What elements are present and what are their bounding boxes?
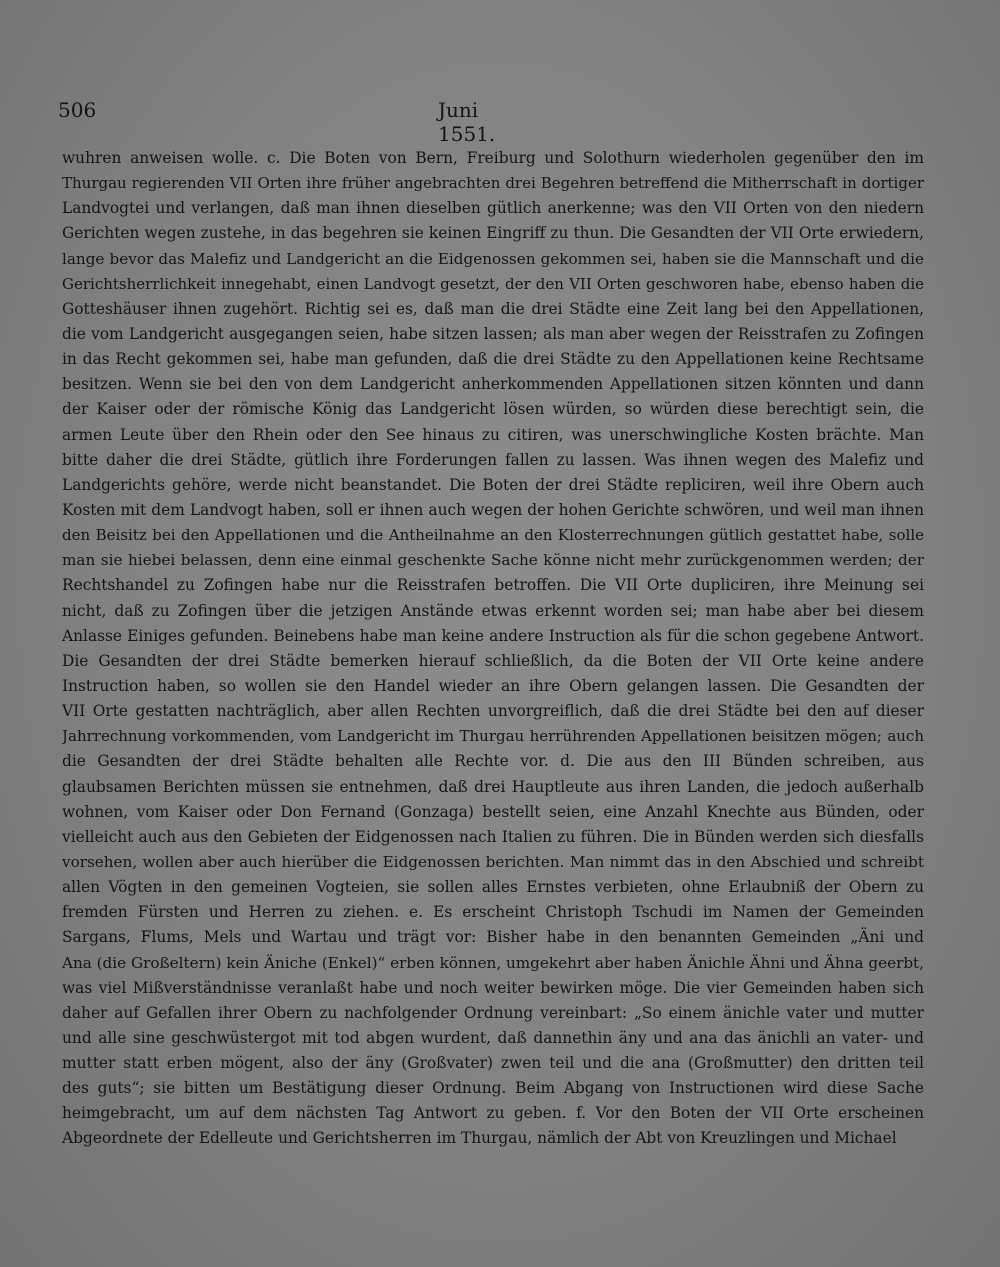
text-line: Gerichtsherrlichkeit innegehabt, einen Landvogt gesetzt, der den VII Orten geschworen habe, ebenso haben die <box>62 274 924 293</box>
text-line: was viel Mißverständnisse veranlaßt habe und noch weiter bewirken möge. Die vier Gemeinden haben sich <box>62 978 924 997</box>
text-line: glaubsamen Berichten müssen sie entnehmen, daß drei Hauptleute aus ihren Landen, die jedoch außerhalb <box>62 777 924 796</box>
text-line: bitte daher die drei Städte, gütlich ihre Forderungen fallen zu lassen. Was ihnen wegen des Malefiz und <box>62 450 924 469</box>
text-line: allen Vögten in den gemeinen Vogteien, sie sollen alles Ernstes verbieten, ohne Erlaubniß der Obern zu <box>62 878 924 897</box>
body-text <box>62 146 924 1152</box>
text-line: Gerichten wegen zustehe, in das begehren sie keinen Eingriff zu thun. Die Gesandten der VII Orte erwiedern, <box>62 224 924 243</box>
text-line: Landgerichts gehöre, werde nicht beanstandet. Die Boten der drei Städte repliciren, weil ihre Obern auch <box>62 475 924 494</box>
text-line: die Gesandten der drei Städte behalten alle Rechte vor. d. Die aus den III Bünden schreiben, aus <box>62 752 924 771</box>
text-line: in das Recht gekommen sei, habe man gefunden, daß die drei Städte zu den Appellationen keine Rechtsame <box>62 350 924 369</box>
text-line: lange bevor das Malefiz und Landgericht an die Eidgenossen gekommen sei, haben sie die Mannschaft und die <box>62 249 924 268</box>
text-line: besitzen. Wenn sie bei den von dem Landgericht anherkommenden Appellationen sitzen könnten und dann <box>62 375 924 394</box>
running-title: Juni 1551. <box>438 98 496 146</box>
text-line: man sie hiebei belassen, denn eine einmal geschenkte Sache könne nicht mehr zurückgenommen werden; der <box>62 551 924 570</box>
text-line: VII Orte gestatten nachträglich, aber allen Rechten unvorgreiflich, daß die drei Städte bei den auf dieser <box>62 702 924 721</box>
text-line: Landvogtei und verlangen, daß man ihnen dieselben gütlich anerkenne; was den VII Orten von den niedern <box>62 199 924 218</box>
text-line: Die Gesandten der drei Städte bemerken hierauf schließlich, da die Boten der VII Orte keine andere <box>62 651 924 670</box>
text-line: wohnen, vom Kaiser oder Don Fernand (Gonzaga) bestellt seien, eine Anzahl Knechte aus Bünden, oder <box>62 802 924 821</box>
text-line: Jahrrechnung vorkommenden, vom Landgericht im Thurgau herrührenden Appellationen beisitzen mögen; auch <box>62 727 924 746</box>
text-line: fremden Fürsten und Herren zu ziehen. e. Es erscheint Christoph Tschudi im Namen der Gemeinden <box>62 903 924 922</box>
text-line: vielleicht auch aus den Gebieten der Eidgenossen nach Italien zu führen. Die in Bünden werden sich diesfalls <box>62 827 924 846</box>
text-line: daher auf Gefallen ihrer Obern zu nachfolgender Ordnung vereinbart: „So einem änichle vater und mutter <box>62 1003 924 1022</box>
text-line: wuhren anweisen wolle. c. Die Boten von Bern, Freiburg und Solothurn wiederholen gegenüber den im <box>62 149 924 167</box>
text-line: die vom Landgericht ausgegangen seien, habe sitzen lassen; als man aber wegen der Reisstrafen zu Zofingen <box>62 324 924 343</box>
text-line: heimgebracht, um auf dem nächsten Tag Antwort zu geben. f. Vor den Boten der VII Orte erscheinen <box>62 1104 924 1123</box>
text-line: Thurgau regierenden VII Orten ihre früher angebrachten drei Begehren betreffend die Mitherrschaft in dortiger <box>62 174 924 193</box>
text-line: der Kaiser oder der römische König das Landgericht lösen würden, so würden diese berechtigt sein, die <box>62 400 924 419</box>
page-number: 506 <box>58 98 97 122</box>
text-line: vorsehen, wollen aber auch hierüber die Eidgenossen berichten. Man nimmt das in den Abschied und schreibt <box>62 852 924 871</box>
text-line: des guts“; sie bitten um Bestätigung dieser Ordnung. Beim Abgang von Instructionen wird diese Sache <box>62 1079 924 1098</box>
text-line: Instruction haben, so wollen sie den Handel wieder an ihre Obern gelangen lassen. Die Gesandten der <box>62 676 924 695</box>
text-line: und alle sine geschwüstergot mit tod abgen wurdent, daß dannethin äny und ana das änichli an vater- und <box>62 1028 924 1047</box>
text-line: Gotteshäuser ihnen zugehört. Richtig sei es, daß man die drei Städte eine Zeit lang bei den Appellationen, <box>62 299 924 318</box>
text-line: den Beisitz bei den Appellationen und die Antheilnahme an den Klosterrechnungen gütlich gestattet habe, solle <box>62 526 924 545</box>
text-line: armen Leute über den Rhein oder den See hinaus zu citiren, was unerschwingliche Kosten brächte. Man <box>62 425 924 444</box>
text-line: nicht, daß zu Zofingen über die jetzigen Anstände etwas erkennt worden sei; man habe aber bei diesem <box>62 601 924 620</box>
text-line: Abgeordnete der Edelleute und Gerichtsherren im Thurgau, nämlich der Abt von Kreuzlingen und Michael <box>62 1129 897 1148</box>
text-line: Kosten mit dem Landvogt haben, soll er ihnen auch wegen der hohen Gerichte schwören, und weil man ihnen <box>62 500 924 519</box>
text-line: Anlasse Einiges gefunden. Beinebens habe man keine andere Instruction als für die schon gegebene Antwort. <box>62 626 924 645</box>
text-line: Ana (die Großeltern) kein Äniche (Enkel)“ erben können, umgekehrt aber haben Änichle Ähni und Ähna geerbt, <box>62 953 924 972</box>
text-line: mutter statt erben mögent, also der äny (Großvater) zwen teil und die ana (Großmutter) den dritten teil <box>62 1054 924 1073</box>
text-line: Sargans, Flums, Mels und Wartau und trägt vor: Bisher habe in den benannten Gemeinden „Äni und <box>62 928 924 947</box>
page-header <box>58 98 538 146</box>
text-line: Rechtshandel zu Zofingen habe nur die Reisstrafen betroffen. Die VII Orte dupliciren, ihre Meinung sei <box>62 576 924 595</box>
